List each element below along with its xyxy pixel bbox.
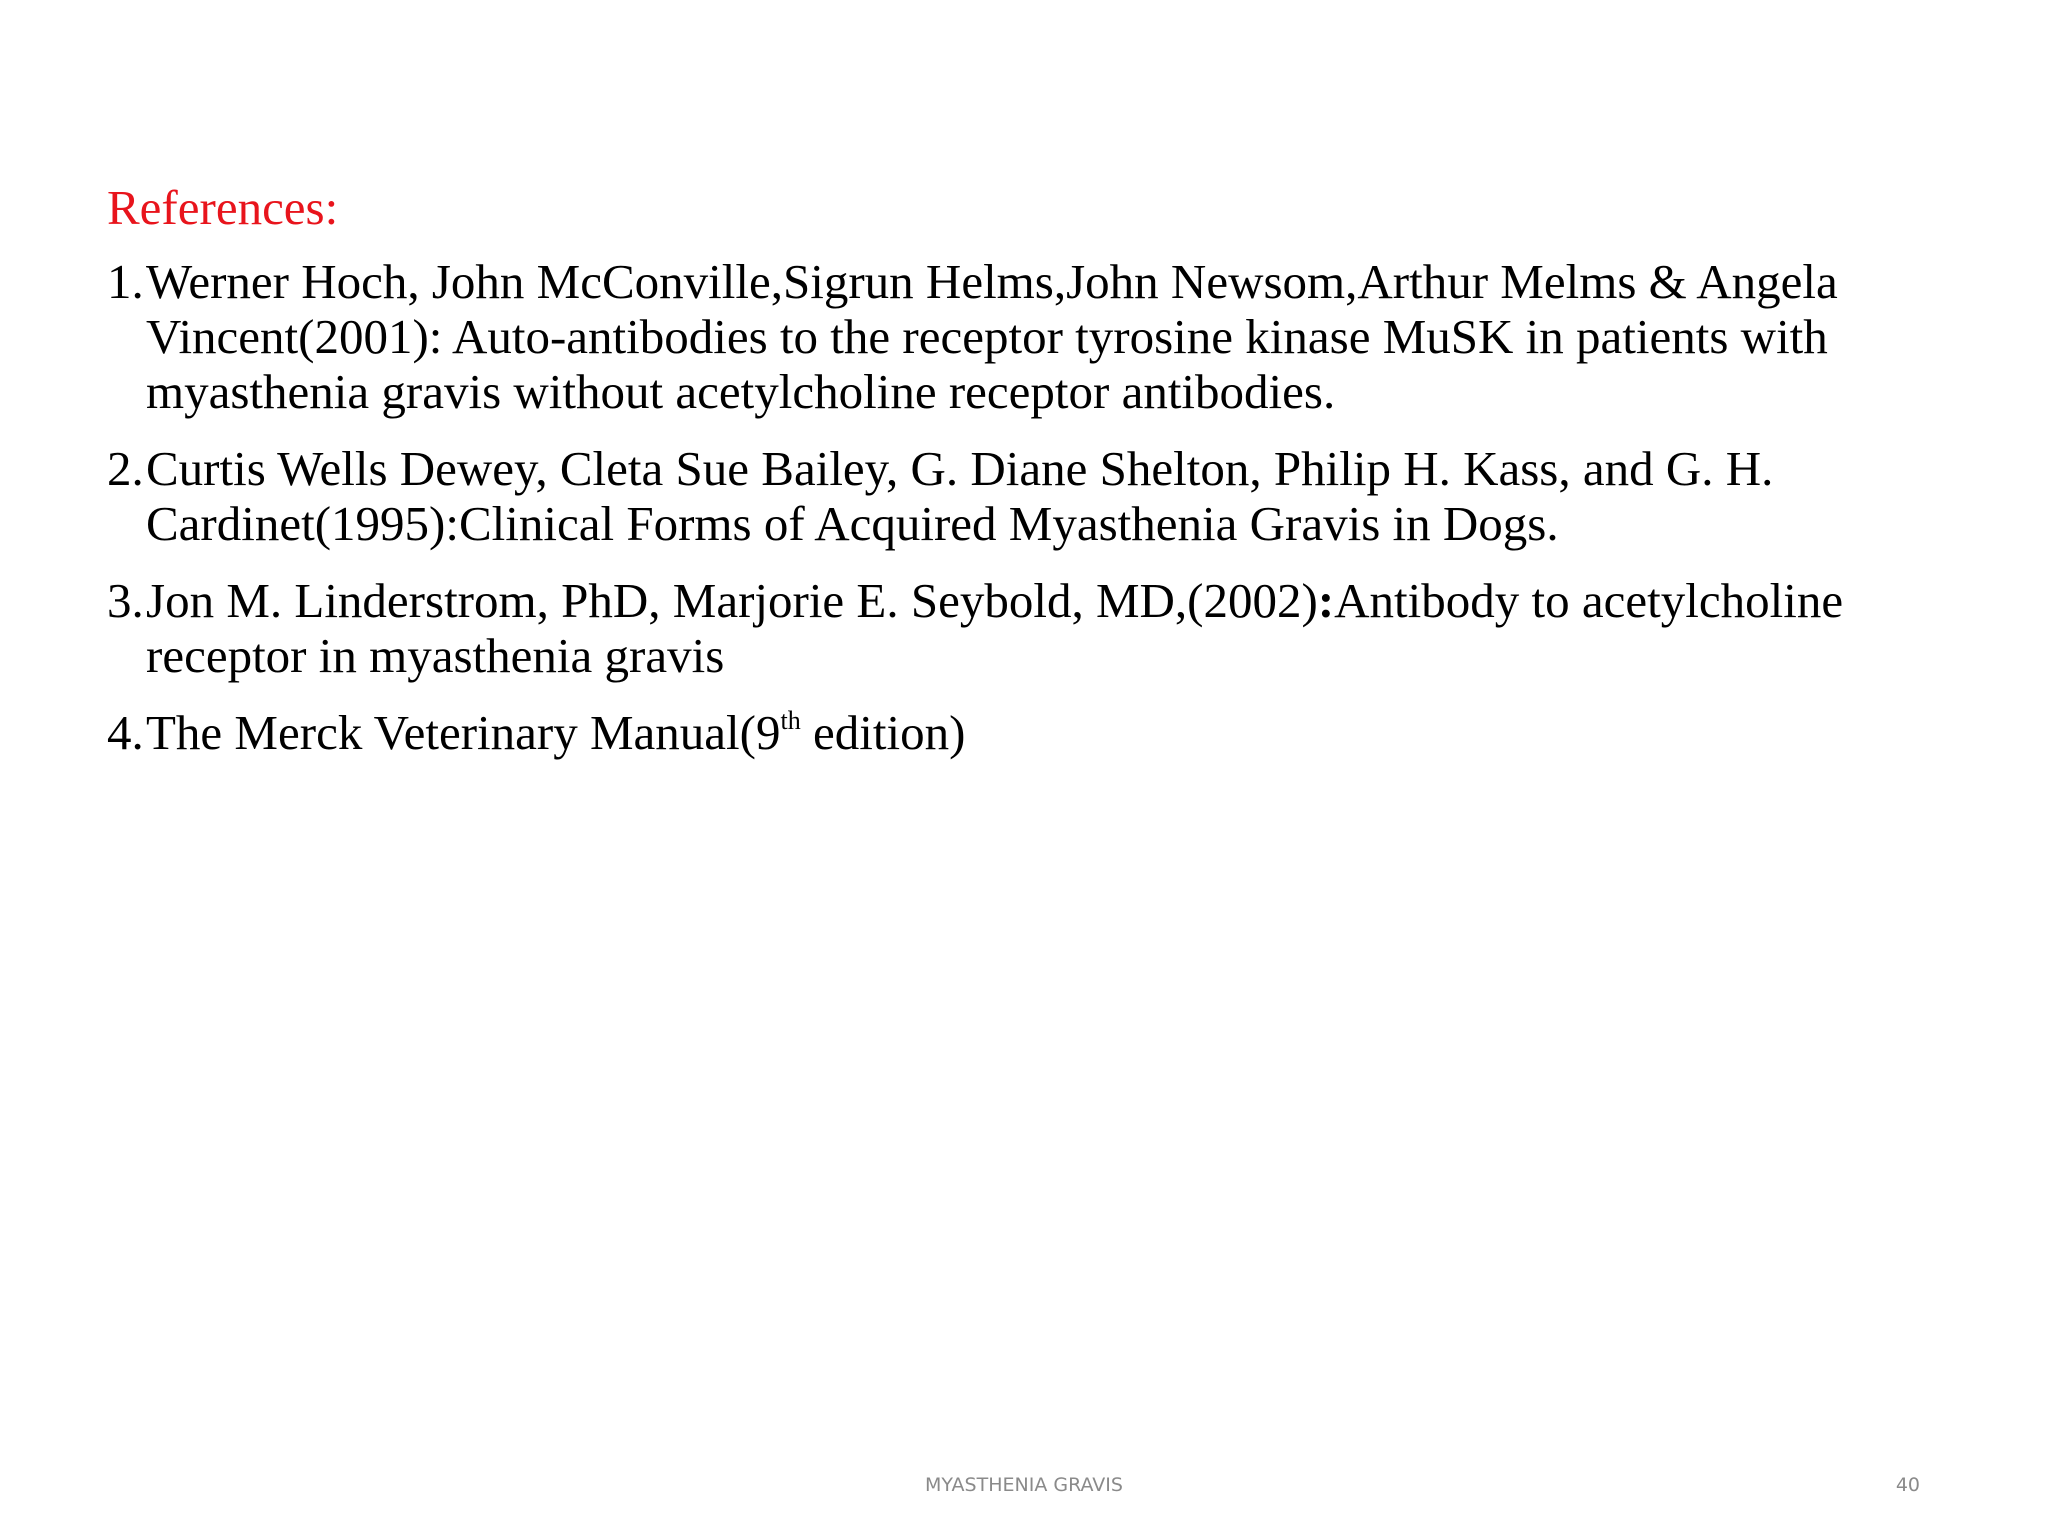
- reference-item-4: [107, 705, 1907, 760]
- reference-item-1: [107, 254, 1907, 419]
- reference-list: [107, 254, 1907, 760]
- reference-number: 4.: [107, 705, 144, 760]
- reference-text-before: Jon M. Linderstrom, PhD, Marjorie E. Seybold, MD,(2002): [146, 573, 1318, 628]
- reference-text-after: edition): [800, 705, 966, 760]
- reference-text-before: The Merck Veterinary Manual(9: [146, 705, 781, 760]
- reference-item-2: [107, 441, 1907, 551]
- reference-colon: :: [1317, 573, 1335, 628]
- slide-content: [107, 180, 1907, 782]
- reference-number: 2.: [107, 441, 144, 496]
- reference-number: 1.: [107, 254, 144, 309]
- footer-title: MYASTHENIA GRAVIS: [925, 1474, 1123, 1496]
- reference-text-after: Antibody to acetylcholine receptor in myasthenia gravis: [146, 573, 1844, 683]
- reference-text: Curtis Wells Dewey, Cleta Sue Bailey, G. Diane Shelton, Philip H. Kass, and G. H. Cardinet(1995):Clinical Forms of Acquired Myasthenia Gravis in Dogs.: [146, 441, 1774, 551]
- page-number: 40: [1895, 1474, 1920, 1496]
- reference-superscript: th: [780, 706, 801, 735]
- reference-item-3: [107, 573, 1907, 683]
- reference-number: 3.: [107, 573, 144, 628]
- reference-text: Werner Hoch, John McConville,Sigrun Helms,John Newsom,Arthur Melms & Angela Vincent(2001): Auto-antibodies to the receptor tyrosine kinase MuSK in patients with myasthenia gravis without acetylcholine receptor antibodies.: [146, 254, 1838, 419]
- references-heading: References:: [107, 180, 339, 235]
